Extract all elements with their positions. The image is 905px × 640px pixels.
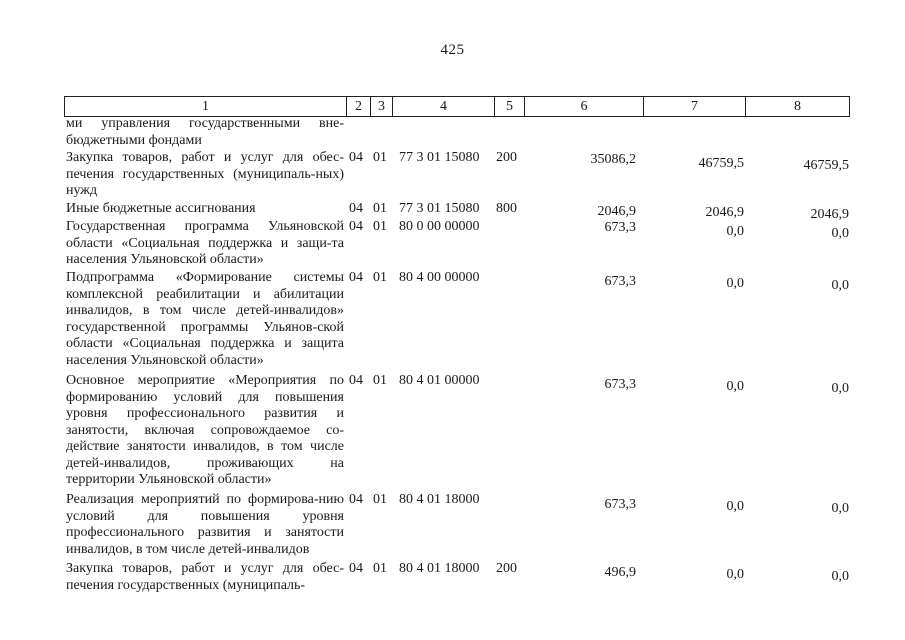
row-value-8: 0,0: [831, 381, 849, 396]
row-target-code: 77 3 01 15080: [399, 150, 480, 165]
row-name: Государственная программа Ульяновской области «Социальная поддержка и защи-та населения Ульяновской области»: [66, 219, 344, 267]
row-value-8: 0,0: [831, 278, 849, 293]
row-value-7: 0,0: [726, 379, 744, 394]
row-name: Закупка товаров, работ и услуг для обес-печения государственных (муниципаль-ных) нужд: [66, 150, 344, 198]
header-col-3: 3: [371, 97, 393, 116]
row-subsection: 01: [373, 201, 387, 216]
row-value-7: 0,0: [726, 276, 744, 291]
row-subsection: 01: [373, 492, 387, 507]
row-target-code: 77 3 01 15080: [399, 201, 480, 216]
row-section: 04: [349, 219, 363, 234]
row-target-code: 80 4 01 18000: [399, 492, 480, 507]
page-number: 425: [440, 42, 465, 58]
row-value-7: 2046,9: [705, 205, 744, 220]
header-col-2: 2: [347, 97, 371, 116]
row-target-code: 80 4 01 18000: [399, 561, 480, 576]
header-col-4: 4: [393, 97, 495, 116]
row-value-7: 0,0: [726, 567, 744, 582]
header-col-1: 1: [65, 97, 347, 116]
row-name: Подпрограмма «Формирование системы комплексной реабилитации и абилитации инвалидов, в том числе детей-инвалидов» государственной программы Ульянов-ской области «Социальная поддержка и защита населения Ульяновской области»: [66, 270, 344, 368]
row-subsection: 01: [373, 150, 387, 165]
row-value-6: 673,3: [604, 497, 636, 512]
row-section: 04: [349, 561, 363, 576]
row-target-code: 80 4 00 00000: [399, 270, 480, 285]
row-target-code: 80 0 00 00000: [399, 219, 480, 234]
row-expense-type: 200: [496, 561, 517, 576]
row-value-6: 673,3: [604, 377, 636, 392]
header-col-7: 7: [644, 97, 746, 116]
row-expense-type: 200: [496, 150, 517, 165]
row-section: 04: [349, 150, 363, 165]
row-value-6: 35086,2: [590, 152, 636, 167]
row-value-6: 673,3: [604, 274, 636, 289]
row-name: Реализация мероприятий по формирова-нию условий для повышения уровня профессионального развития и занятости инвалидов, в том числе детей-инвалидов: [66, 492, 344, 557]
row-value-8: 0,0: [831, 569, 849, 584]
header-col-8: 8: [794, 99, 801, 114]
row-value-7: 46759,5: [698, 156, 744, 171]
row-subsection: 01: [373, 373, 387, 388]
row-name: ми управления государственными вне-бюджетными фондами: [66, 116, 344, 148]
row-name: Основное мероприятие «Мероприятия по формированию условий для повышения уровня профессионального развития и занятости, включая сопровождаемое со-действие занятости инвалидов, в том числе детей-инвалидов, проживающих на территории Ульяновской области»: [66, 373, 344, 487]
row-value-6: 673,3: [604, 220, 636, 235]
row-subsection: 01: [373, 561, 387, 576]
row-value-8: 0,0: [831, 226, 849, 241]
row-value-8: 0,0: [831, 501, 849, 516]
row-section: 04: [349, 492, 363, 507]
row-name: Иные бюджетные ассигнования: [66, 201, 256, 216]
header-col-6: 6: [525, 97, 644, 116]
row-value-7: 0,0: [726, 499, 744, 514]
row-target-code: 80 4 01 00000: [399, 373, 480, 388]
row-value-6: 496,9: [604, 565, 636, 580]
row-subsection: 01: [373, 270, 387, 285]
header-col-5: 5: [495, 97, 525, 116]
row-section: 04: [349, 373, 363, 388]
row-subsection: 01: [373, 219, 387, 234]
row-name: Закупка товаров, работ и услуг для обес-печения государственных (муниципаль-: [66, 561, 344, 593]
row-value-8: 2046,9: [810, 207, 849, 222]
row-value-8: 46759,5: [803, 158, 849, 173]
row-section: 04: [349, 270, 363, 285]
row-expense-type: 800: [496, 201, 517, 216]
row-section: 04: [349, 201, 363, 216]
row-value-6: 2046,9: [597, 204, 636, 219]
row-value-7: 0,0: [726, 224, 744, 239]
